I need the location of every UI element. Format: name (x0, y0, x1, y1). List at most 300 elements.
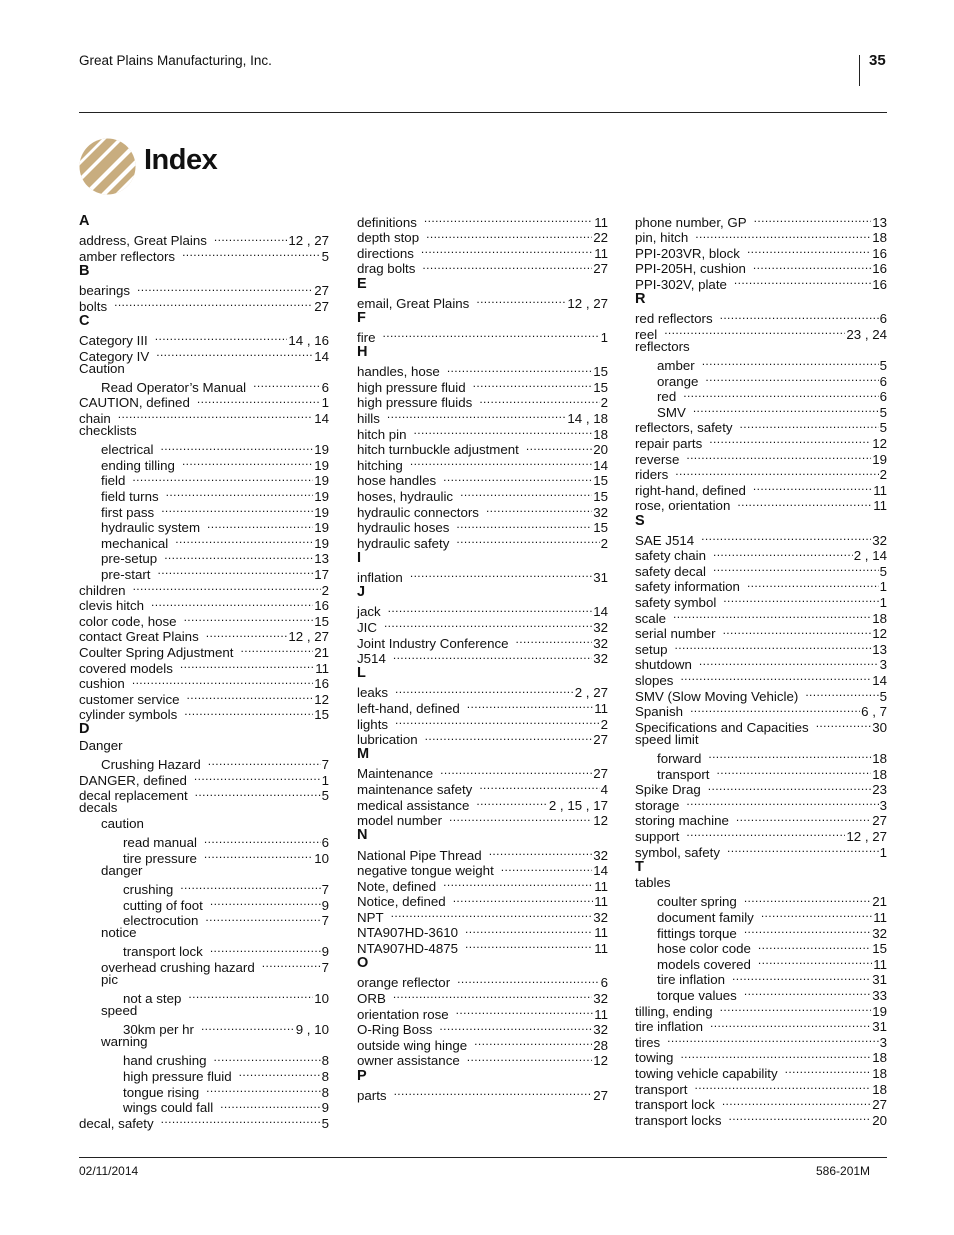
dot-leader (723, 623, 872, 639)
dot-leader (708, 747, 871, 763)
index-page-refs: 10 (314, 991, 329, 1007)
index-term: NPT (357, 909, 384, 925)
index-page-refs: 9 (321, 1100, 329, 1116)
index-page-refs: 31 (593, 570, 608, 586)
index-page-refs: 11 (873, 910, 887, 925)
index-page-refs: 19 (872, 1003, 887, 1019)
index-term: owner assistance (357, 1053, 460, 1069)
index-term: Danger (79, 737, 123, 753)
dot-leader (395, 713, 600, 729)
index-term: safety information (635, 579, 740, 595)
index-term: chain (79, 411, 111, 426)
index-term: orange reflector (357, 975, 451, 991)
dot-leader (161, 501, 313, 517)
index-term: torque values (657, 987, 737, 1003)
index-page-refs: 6 (879, 389, 887, 405)
dot-leader (727, 841, 879, 857)
index-subentry (635, 354, 887, 374)
index-page-refs: 17 (314, 566, 329, 582)
dot-leader (425, 729, 593, 745)
index-entry (79, 361, 329, 377)
dot-leader (516, 632, 593, 648)
index-entry (635, 479, 887, 498)
index-entry (635, 654, 887, 673)
dot-leader (456, 517, 592, 533)
dot-leader (476, 794, 548, 810)
index-term: reverse (635, 451, 680, 467)
index-subentry (635, 747, 887, 766)
dot-leader (207, 517, 313, 533)
index-page-refs: 2 (600, 535, 608, 551)
index-term: safety symbol (635, 595, 717, 611)
dot-leader (526, 439, 592, 455)
index-term: safety chain (635, 548, 706, 564)
index-term: SAE J514 (635, 532, 695, 548)
dot-leader (204, 832, 321, 848)
index-page-refs: 12 , 27 (288, 233, 329, 249)
index-page-refs: 11 (594, 1006, 608, 1022)
index-entry (357, 211, 608, 230)
index-term: Crushing Hazard (101, 757, 201, 773)
dot-leader (709, 432, 871, 448)
dot-leader (474, 1034, 592, 1050)
page-title: Index (144, 144, 218, 176)
index-term: document family (657, 910, 754, 925)
index-term: amber reflectors (79, 248, 176, 264)
index-entry (79, 423, 329, 439)
index-page-refs: 21 (872, 894, 887, 910)
dot-leader (114, 295, 313, 311)
dot-leader (182, 454, 313, 470)
dot-leader (161, 1112, 321, 1128)
index-term: Category III (79, 333, 148, 349)
dot-leader (424, 211, 593, 227)
index-page-refs: 12 , 27 (567, 295, 608, 311)
index-page-refs: 15 (314, 707, 329, 723)
dot-leader (239, 1065, 321, 1081)
dot-leader (683, 386, 878, 402)
dot-leader (187, 688, 314, 704)
index-term: color code, hose (79, 613, 177, 629)
index-term: Spike Drag (635, 782, 701, 798)
index-subentry (79, 816, 329, 832)
index-subentry (79, 832, 329, 851)
index-page-refs: 14 , 16 (288, 333, 329, 349)
index-term: mechanical (101, 535, 169, 551)
index-entry (357, 632, 608, 651)
index-page-refs: 13 (872, 641, 887, 657)
dot-leader (118, 407, 313, 423)
index-page-refs: 11 (873, 482, 887, 498)
index-term: models covered (657, 956, 751, 972)
index-term: Caution (79, 360, 125, 376)
index-letter-heading: T (635, 858, 644, 875)
dot-leader (501, 860, 592, 876)
index-term: depth stop (357, 230, 420, 246)
index-term: Maintenance (357, 766, 434, 782)
index-term: ending tilling (101, 457, 175, 473)
index-entry (635, 1047, 887, 1066)
index-letter-heading: O (357, 955, 369, 972)
index-term: hitch pin (357, 426, 407, 442)
index-term: electrical (101, 442, 154, 458)
dot-leader (680, 669, 871, 685)
index-term: field (101, 473, 126, 489)
index-page-refs: 31 (872, 972, 887, 988)
dot-leader (210, 941, 321, 957)
dot-leader (740, 417, 879, 433)
index-term: scale (635, 610, 667, 626)
index-term: inflation (357, 570, 403, 586)
index-page-refs: 18 (872, 1081, 887, 1097)
index-entry (357, 697, 608, 716)
index-letter-heading: J (357, 584, 366, 601)
index-page-refs: 12 , 27 (846, 828, 887, 844)
index-term: wings could fall (123, 1100, 214, 1116)
index-page-refs: 18 (872, 1065, 887, 1081)
index-term: decals (79, 800, 118, 816)
index-page-refs: 14 (314, 411, 329, 426)
index-page-refs: 18 (872, 610, 887, 626)
index-page-refs: 32 (872, 532, 887, 548)
index-page-refs: 14 (314, 348, 329, 364)
index-term: JIC (357, 619, 377, 635)
index-page-refs: 27 (872, 1097, 887, 1113)
dot-leader (426, 227, 592, 243)
index-page-refs: 15 (593, 364, 608, 380)
dot-leader (734, 273, 871, 289)
dot-leader (388, 601, 593, 617)
index-page-refs: 2 (879, 467, 887, 483)
index-term: drag bolts (357, 261, 416, 277)
index-page-refs: 19 (314, 535, 329, 551)
index-term: hydraulic hoses (357, 520, 450, 536)
dot-leader (456, 1003, 594, 1019)
dot-leader (166, 485, 314, 501)
index-term: reflectors, safety (635, 420, 733, 436)
index-term: children (79, 582, 126, 598)
dot-leader (194, 769, 321, 785)
dot-leader (132, 673, 313, 689)
index-term: towing vehicle capability (635, 1065, 778, 1081)
index-entry (357, 566, 608, 586)
dot-leader (151, 595, 313, 611)
index-entry (357, 601, 608, 620)
index-page-refs: 27 (314, 283, 329, 299)
index-letter-heading: I (357, 549, 362, 566)
index-term: NTA907HD-3610 (357, 925, 459, 941)
dot-leader (197, 392, 321, 408)
index-page-refs: 11 (594, 941, 608, 957)
index-letter-heading: B (79, 263, 90, 280)
index-term: high pressure fluid (123, 1069, 232, 1085)
index-entry (357, 987, 608, 1006)
index-term: hydraulic safety (357, 535, 450, 551)
index-term: not a step (123, 991, 182, 1007)
index-term: transport lock (123, 944, 203, 960)
dot-leader (720, 1000, 872, 1016)
index-subentry (79, 894, 329, 913)
dot-leader (744, 922, 871, 938)
index-term: Note, defined (357, 878, 437, 894)
index-page-refs: 11 (594, 700, 608, 716)
dot-leader (253, 376, 320, 392)
index-term: tongue rising (123, 1084, 200, 1100)
index-subentry (79, 910, 329, 929)
index-page-refs: 18 (872, 1050, 887, 1066)
index-letter-heading: L (357, 665, 366, 682)
dot-leader (686, 825, 845, 841)
dot-leader (440, 763, 592, 779)
index-term: CAUTION, defined (79, 395, 190, 411)
index-entry (357, 1084, 608, 1103)
index-term: Joint Industry Conference (357, 635, 509, 651)
index-subentry (79, 1019, 329, 1038)
dot-leader (206, 626, 288, 642)
index-entry (79, 230, 329, 249)
dot-leader (188, 987, 313, 1003)
index-page-refs: 7 (321, 959, 329, 975)
dot-leader (758, 953, 872, 969)
index-page-refs: 2 (321, 582, 329, 598)
index-entry (635, 529, 887, 548)
index-page-refs: 14 (593, 604, 608, 620)
index-subentry (79, 941, 329, 960)
index-entry (357, 844, 608, 863)
dot-leader (486, 501, 592, 517)
index-term: ORB (357, 990, 386, 1006)
index-page-refs: 19 (314, 504, 329, 520)
index-page-refs: 1 (879, 844, 887, 860)
dot-leader (155, 329, 288, 345)
index-page-refs: 33 (872, 987, 887, 1003)
dot-leader (262, 956, 321, 972)
index-page-refs: 5 (879, 563, 887, 579)
dot-leader (391, 906, 593, 922)
dot-leader (195, 785, 321, 801)
index-term: pic (101, 971, 118, 987)
dot-leader (736, 810, 871, 826)
dot-leader (699, 654, 879, 670)
dot-leader (467, 1050, 592, 1066)
index-letter-heading: R (635, 291, 646, 308)
index-term: serial number (635, 626, 716, 642)
index-entry (79, 800, 329, 816)
index-subentry (79, 878, 329, 897)
index-page-refs: 1 (879, 595, 887, 611)
index-page-refs: 19 (314, 520, 329, 536)
index-page-refs: 6 (879, 311, 887, 327)
index-entry (357, 922, 608, 941)
index-term: riders (635, 467, 669, 483)
index-term: repair parts (635, 436, 703, 451)
index-entry (635, 308, 887, 327)
dot-leader (210, 894, 321, 910)
dot-leader (728, 1109, 871, 1125)
great-plains-logo (79, 138, 136, 195)
index-term: address, Great Plains (79, 233, 207, 249)
index-page-refs: 12 (314, 691, 329, 707)
index-entry (79, 295, 329, 314)
index-page-refs: 15 (593, 379, 608, 395)
header-divider (859, 55, 860, 86)
index-page-refs: 11 (594, 925, 608, 941)
index-letter-heading: F (357, 309, 366, 326)
dot-leader (201, 1019, 295, 1035)
index-page-refs: 32 (593, 847, 608, 863)
index-page-refs: 28 (593, 1037, 608, 1053)
dot-leader (667, 1031, 878, 1047)
index-entry (79, 280, 329, 299)
index-page-refs: 32 (593, 990, 608, 1006)
index-page-refs: 12 (593, 813, 608, 829)
index-page-refs: 19 (872, 451, 887, 467)
dot-leader (132, 470, 313, 486)
index-term: fittings torque (657, 925, 737, 941)
index-entry (357, 682, 608, 701)
index-term: tire inflation (635, 1019, 703, 1035)
index-entry (635, 875, 887, 891)
index-page-refs: 2 (600, 395, 608, 411)
index-term: cylinder symbols (79, 707, 178, 723)
index-page-refs: 2 , 27 (574, 685, 608, 701)
index-page-refs: 8 (321, 1069, 329, 1085)
index-entry (79, 329, 329, 349)
index-term: support (635, 828, 680, 844)
index-subentry (79, 754, 329, 773)
dot-leader (214, 1050, 321, 1066)
dot-leader (713, 560, 879, 576)
index-page-refs: 5 (321, 788, 329, 804)
dot-leader (732, 969, 871, 985)
index-term: Coulter Spring Adjustment (79, 644, 234, 660)
index-term: orientation rose (357, 1006, 449, 1022)
index-letter-heading: P (357, 1067, 367, 1084)
index-page-refs: 6 , 7 (861, 704, 887, 720)
index-term: hitching (357, 457, 403, 473)
index-term: Spanish (635, 704, 684, 720)
index-page-refs: 12 , 27 (288, 629, 329, 645)
index-term: cushion (79, 676, 125, 692)
index-column-3 (635, 211, 887, 1128)
index-term: hand crushing (123, 1053, 207, 1069)
index-term: hose handles (357, 473, 437, 489)
index-term: cutting of foot (123, 897, 203, 913)
index-term: reflectors (635, 338, 690, 354)
index-page-refs: 1 (321, 772, 329, 788)
index-term: hoses, hydraulic (357, 488, 454, 504)
index-page-refs: 22 (593, 230, 608, 246)
dot-leader (443, 470, 592, 486)
index-entry (79, 1112, 329, 1131)
index-page-refs: 3 (879, 657, 887, 673)
index-page-refs: 12 (872, 436, 887, 451)
index-term: transport lock (635, 1097, 715, 1113)
index-page-refs: 27 (593, 732, 608, 748)
index-page-refs: 9 , 10 (295, 1022, 329, 1038)
index-page-refs: 19 (314, 457, 329, 473)
index-term: lights (357, 716, 389, 732)
dot-leader (744, 891, 871, 907)
index-page-refs: 13 (314, 551, 329, 567)
index-page-refs: 32 (593, 635, 608, 651)
dot-leader (387, 407, 566, 423)
dot-leader (393, 987, 592, 1003)
dot-leader (473, 376, 593, 392)
dot-leader (214, 230, 287, 246)
index-term: hills (357, 411, 380, 426)
index-entry (635, 607, 887, 626)
index-term: Category IV (79, 348, 150, 364)
index-column-2 (357, 211, 608, 1103)
index-term: tilling, ending (635, 1003, 713, 1019)
index-term: orange (657, 373, 699, 389)
index-entry (357, 906, 608, 925)
index-page-refs: 8 (321, 1084, 329, 1100)
index-page-refs: 23 (872, 782, 887, 798)
index-page-refs: 16 (314, 598, 329, 614)
index-term: SMV (657, 404, 686, 420)
dot-leader (673, 607, 871, 623)
index-subentry (635, 891, 887, 910)
dot-leader (447, 361, 592, 377)
index-page-refs: 32 (593, 909, 608, 925)
index-page-refs: 32 (593, 504, 608, 520)
dot-leader (747, 242, 871, 258)
index-page-refs: 18 (872, 230, 887, 246)
index-term: SMV (Slow Moving Vehicle) (635, 688, 799, 704)
index-term: crushing (123, 881, 174, 897)
index-term: leaks (357, 685, 389, 701)
index-term: bearings (79, 283, 131, 299)
index-page-refs: 18 (872, 750, 887, 766)
index-page-refs: 7 (321, 881, 329, 897)
dot-leader (184, 704, 313, 720)
index-term: pre-start (101, 566, 151, 582)
dot-leader (744, 984, 871, 1000)
dot-leader (664, 323, 845, 339)
dot-leader (164, 548, 313, 564)
index-page-refs: 14 (872, 673, 887, 688)
dot-leader (184, 610, 314, 626)
index-term: red reflectors (635, 311, 713, 327)
index-page-refs: 14 (593, 863, 608, 879)
index-term: medical assistance (357, 797, 470, 813)
dot-leader (702, 354, 879, 370)
index-page-refs: 20 (872, 1112, 887, 1128)
index-term: bolts (79, 298, 108, 314)
index-letter-heading: D (79, 721, 90, 738)
index-term: negative tongue weight (357, 863, 494, 879)
index-entry (357, 763, 608, 782)
dot-leader (393, 648, 592, 664)
index-term: tire pressure (123, 850, 197, 866)
index-term: safety decal (635, 563, 706, 579)
dot-leader (206, 1081, 320, 1097)
index-term: transport (657, 766, 710, 782)
index-term: Specifications and Capacities (635, 719, 809, 735)
index-page-refs: 1 (600, 329, 608, 345)
index-entry (79, 738, 329, 754)
dot-leader (160, 439, 313, 455)
index-subentry (79, 863, 329, 879)
dot-leader (758, 938, 871, 954)
index-letter-heading: S (635, 512, 645, 529)
dot-leader (816, 716, 872, 732)
index-entry (635, 623, 887, 642)
dot-leader (182, 245, 321, 261)
index-page-refs: 11 (594, 894, 608, 910)
